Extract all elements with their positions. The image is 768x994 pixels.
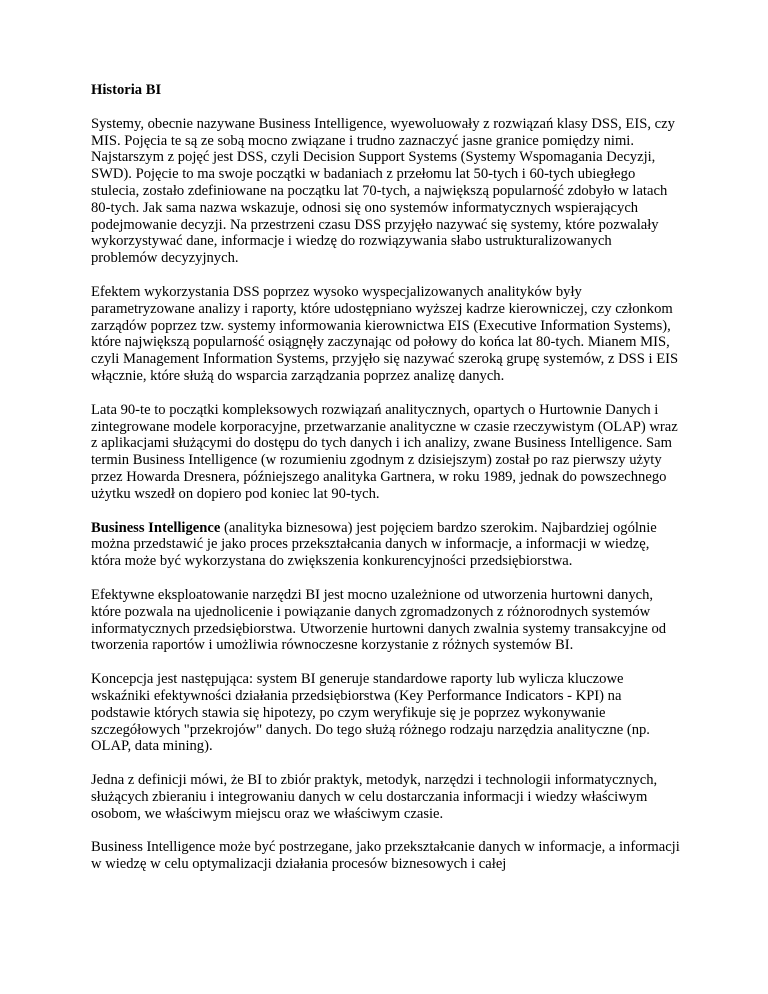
paragraph-5: Efektywne eksploatowanie narzędzi BI jest mocno uzależnione od utworzenia hurtowni danych, które pozwala na ujednolicenie i powiązanie danych zgromadzonych z różnorodnych systemów informatycznych przedsiębiorstwa. Utworzenie hurtowni danych zwalnia systemy transakcyjne od tworzenia raportów i umożliwia równoczesne korzystanie z różnych systemów BI. <box>91 586 667 654</box>
document-page <box>91 82 681 890</box>
paragraph-2: Efektem wykorzystania DSS poprzez wysoko wyspecjalizowanych analityków były parametryzowane analizy i raporty, które udostępniano wyższej kadrze kierowniczej, czy członkom zarządów poprzez tzw. systemy informowania kierownictwa EIS (Executive Information Systems), które największą popularność osiągnęły zaczynając od połowy do końca lat 80-tych. Mianem MIS, czyli Management Information Systems, przyjęło się nazywać szeroką grupę systemów, z DSS i EIS włącznie, które służą do wsparcia zarządzania poprzez analizę danych. <box>91 283 679 384</box>
paragraph-7: Jedna z definicji mówi, że BI to zbiór praktyk, metodyk, narzędzi i technologii informatycznych, służących zbieraniu i integrowaniu danych w celu dostarczania informacji i wiedzy właściwym osobom, we właściwym miejscu oraz we właściwym czasie. <box>91 772 658 822</box>
document-title: Historia BI <box>91 82 162 98</box>
paragraph-3: Lata 90-te to początki kompleksowych rozwiązań analitycznych, opartych o Hurtownie Danych i zintegrowane modele korporacyjne, przetwarzanie analityczne w czasie rzeczywistym (OLAP) wraz z aplikacjami służącymi do dostępu do tych danych i ich analizy, zwane Business Intelligence. Sam termin Business Intelligence (w rozumieniu zgodnym z dzisiejszym) został po raz pierwszy użyty przez Howarda Dresnera, późniejszego analityka Gartnera, w roku 1989, jednak do powszechnego użytku wszedł on dopiero pod koniec lat 90-tych. <box>91 401 678 502</box>
paragraph-4 <box>91 520 681 570</box>
bold-term: Business Intelligence <box>91 519 221 536</box>
paragraph-8: Business Intelligence może być postrzegane, jako przekształcanie danych w informacje, a informacji w wiedzę w celu optymalizacji działania procesów biznesowych i całej <box>91 839 680 873</box>
paragraph-1: Systemy, obecnie nazywane Business Intelligence, wyewoluowały z rozwiązań klasy DSS, EIS, czy MIS. Pojęcia te są ze sobą mocno związane i trudno zaznaczyć jasne granice pomiędzy nimi. Najstarszym z pojęć jest DSS, czyli Decision Support Systems (Systemy Wspomagania Decyzji, SWD). Pojęcie to ma swoje początki w badaniach z przełomu lat 50-tych i 60-tych ubiegłego stulecia, zostało zdefiniowane na początku lat 70-tych, a największą popularność zdobyło w latach 80-tych. Jak sama nazwa wskazuje, odnosi się ono systemów informatycznych wspierających podejmowanie decyzji. Na przestrzeni czasu DSS przyjęło nazywać się systemy, które pozwalały wykorzystywać dane, informacje i wiedzę do rozwiązywania słabo ustrukturalizowanych problemów decyzyjnych. <box>91 115 675 267</box>
paragraph-4-text: (analityka biznesowa) jest pojęciem bardzo szerokim. Najbardziej ogólnie można przedstawić je jako proces przekształcania danych w informacje, a informacji w wiedzę, która może być wykorzystana do zwiększenia konkurencyjności przedsiębiorstwa. <box>91 519 657 570</box>
paragraph-6: Koncepcja jest następująca: system BI generuje standardowe raporty lub wylicza kluczowe wskaźniki efektywności działania przedsiębiorstwa (Key Performance Indicators - KPI) na podstawie których stawia się hipotezy, po czym weryfikuje się je poprzez wykonywanie szczegółowych "przekrojów" danych. Do tego służą różnego rodzaju narzędzia analityczne (np. OLAP, data mining). <box>91 671 650 755</box>
